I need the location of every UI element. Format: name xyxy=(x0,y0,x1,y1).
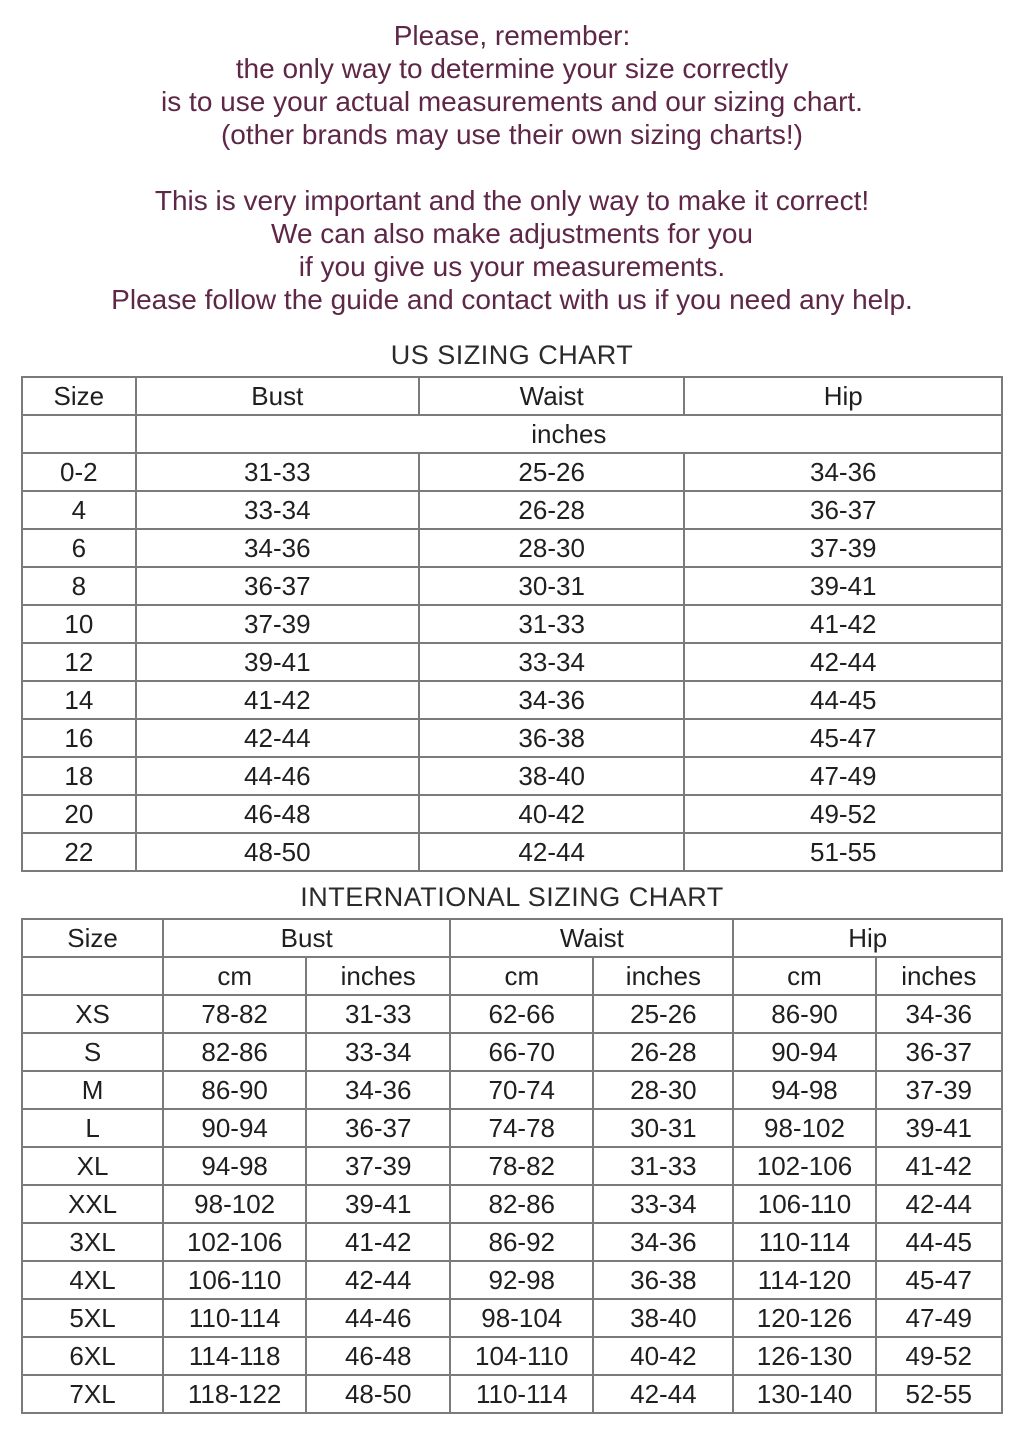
unit-cell-cm: cm xyxy=(450,957,593,995)
table-cell: 8 xyxy=(22,567,136,605)
table-row xyxy=(22,643,1002,681)
unit-row xyxy=(22,957,1002,995)
table-row xyxy=(22,833,1002,871)
table-cell: 86-90 xyxy=(163,1071,306,1109)
table-cell: 41-42 xyxy=(684,605,1002,643)
table-row xyxy=(22,1223,1002,1261)
table-row xyxy=(22,681,1002,719)
table-cell: 110-114 xyxy=(733,1223,875,1261)
table-cell: 25-26 xyxy=(593,995,733,1033)
table-cell: 39-41 xyxy=(876,1109,1002,1147)
table-cell: 3XL xyxy=(22,1223,163,1261)
table-cell: M xyxy=(22,1071,163,1109)
intro-line: Please, remember: xyxy=(393,20,631,51)
table-cell: 40-42 xyxy=(593,1337,733,1375)
table-cell: 104-110 xyxy=(450,1337,593,1375)
unit-cell-inches: inches xyxy=(876,957,1002,995)
table-cell: 36-38 xyxy=(419,719,685,757)
table-cell: 118-122 xyxy=(163,1375,306,1413)
table-cell: 46-48 xyxy=(306,1337,450,1375)
table-cell: 42-44 xyxy=(136,719,419,757)
table-cell: 82-86 xyxy=(163,1033,306,1071)
empty-cell xyxy=(22,957,163,995)
table-cell: 78-82 xyxy=(450,1147,593,1185)
table-cell: 120-126 xyxy=(733,1299,875,1337)
table-cell: 16 xyxy=(22,719,136,757)
table-cell: 126-130 xyxy=(733,1337,875,1375)
table-row xyxy=(22,453,1002,491)
table-cell: 31-33 xyxy=(136,453,419,491)
table-cell: 36-37 xyxy=(136,567,419,605)
table-cell: 38-40 xyxy=(593,1299,733,1337)
unit-cell: inches xyxy=(136,415,1002,453)
table-cell: 98-104 xyxy=(450,1299,593,1337)
table-cell: 106-110 xyxy=(163,1261,306,1299)
intro-line: if you give us your measurements. xyxy=(298,251,726,282)
table-cell: 42-44 xyxy=(684,643,1002,681)
table-cell: 98-102 xyxy=(733,1109,875,1147)
table-cell: 28-30 xyxy=(593,1071,733,1109)
table-cell: 36-37 xyxy=(306,1109,450,1147)
table-cell: 98-102 xyxy=(163,1185,306,1223)
unit-cell-inches: inches xyxy=(306,957,450,995)
table-header-row xyxy=(22,919,1002,957)
table-cell: 7XL xyxy=(22,1375,163,1413)
table-cell: 48-50 xyxy=(306,1375,450,1413)
table-cell: 47-49 xyxy=(876,1299,1002,1337)
table-cell: 130-140 xyxy=(733,1375,875,1413)
table-cell: 36-38 xyxy=(593,1261,733,1299)
table-cell: 14 xyxy=(22,681,136,719)
table-cell: 94-98 xyxy=(733,1071,875,1109)
table-cell: 102-106 xyxy=(733,1147,875,1185)
table-cell: 37-39 xyxy=(136,605,419,643)
table-cell: 5XL xyxy=(22,1299,163,1337)
table-row xyxy=(22,1261,1002,1299)
table-cell: XL xyxy=(22,1147,163,1185)
column-header-bust: Bust xyxy=(136,377,419,415)
table-cell: 10 xyxy=(22,605,136,643)
column-header-size: Size xyxy=(22,377,136,415)
table-row xyxy=(22,719,1002,757)
table-cell: 4 xyxy=(22,491,136,529)
table-cell: S xyxy=(22,1033,163,1071)
table-cell: 114-120 xyxy=(733,1261,875,1299)
table-cell: 62-66 xyxy=(450,995,593,1033)
table-cell: 22 xyxy=(22,833,136,871)
table-cell: 94-98 xyxy=(163,1147,306,1185)
table-cell: 44-45 xyxy=(876,1223,1002,1261)
table-cell: 33-34 xyxy=(136,491,419,529)
table-cell: 25-26 xyxy=(419,453,685,491)
table-row xyxy=(22,757,1002,795)
table-cell: 26-28 xyxy=(593,1033,733,1071)
intro-line: (other brands may use their own sizing charts!) xyxy=(220,119,804,150)
table-cell: 90-94 xyxy=(163,1109,306,1147)
table-row xyxy=(22,1375,1002,1413)
empty-cell xyxy=(22,415,136,453)
unit-cell-inches: inches xyxy=(593,957,733,995)
table-cell: 86-90 xyxy=(733,995,875,1033)
table-cell: 39-41 xyxy=(306,1185,450,1223)
intl-chart-title: INTERNATIONAL SIZING CHART xyxy=(300,882,724,912)
column-header-hip: Hip xyxy=(733,919,1002,957)
table-row xyxy=(22,1033,1002,1071)
column-header-hip: Hip xyxy=(684,377,1002,415)
table-cell: 0-2 xyxy=(22,453,136,491)
table-cell: 42-44 xyxy=(876,1185,1002,1223)
table-row xyxy=(22,1109,1002,1147)
unit-cell-cm: cm xyxy=(163,957,306,995)
unit-cell-cm: cm xyxy=(733,957,875,995)
table-cell: 39-41 xyxy=(684,567,1002,605)
table-cell: 46-48 xyxy=(136,795,419,833)
table-cell: 45-47 xyxy=(876,1261,1002,1299)
international-sizing-table xyxy=(21,918,1003,1414)
table-cell: 52-55 xyxy=(876,1375,1002,1413)
table-cell: 70-74 xyxy=(450,1071,593,1109)
table-cell: 30-31 xyxy=(593,1109,733,1147)
paragraph-spacer xyxy=(0,151,1024,184)
table-cell: 92-98 xyxy=(450,1261,593,1299)
table-cell: 41-42 xyxy=(306,1223,450,1261)
table-cell: 40-42 xyxy=(419,795,685,833)
table-cell: 36-37 xyxy=(876,1033,1002,1071)
table-cell: 36-37 xyxy=(684,491,1002,529)
table-cell: 49-52 xyxy=(876,1337,1002,1375)
table-row xyxy=(22,567,1002,605)
intro-line: is to use your actual measurements and our sizing chart. xyxy=(161,86,863,117)
table-cell: 110-114 xyxy=(163,1299,306,1337)
intro-line: We can also make adjustments for you xyxy=(271,218,753,249)
table-cell: 6XL xyxy=(22,1337,163,1375)
table-cell: 66-70 xyxy=(450,1033,593,1071)
table-row xyxy=(22,795,1002,833)
intro-line: This is very important and the only way to make it correct! xyxy=(154,185,870,216)
table-row xyxy=(22,529,1002,567)
table-row xyxy=(22,1071,1002,1109)
table-cell: 45-47 xyxy=(684,719,1002,757)
table-cell: 37-39 xyxy=(306,1147,450,1185)
column-header-waist: Waist xyxy=(419,377,685,415)
intro-line: Please follow the guide and contact with us if you need any help. xyxy=(111,284,913,315)
table-cell: 74-78 xyxy=(450,1109,593,1147)
table-cell: 31-33 xyxy=(593,1147,733,1185)
table-cell: 34-36 xyxy=(684,453,1002,491)
table-cell: 4XL xyxy=(22,1261,163,1299)
table-cell: 34-36 xyxy=(306,1071,450,1109)
table-cell: 44-46 xyxy=(306,1299,450,1337)
table-cell: 30-31 xyxy=(419,567,685,605)
table-cell: 39-41 xyxy=(136,643,419,681)
table-row xyxy=(22,491,1002,529)
table-cell: 49-52 xyxy=(684,795,1002,833)
table-cell: 44-46 xyxy=(136,757,419,795)
table-cell: 33-34 xyxy=(419,643,685,681)
table-cell: 26-28 xyxy=(419,491,685,529)
table-cell: 12 xyxy=(22,643,136,681)
table-cell: 34-36 xyxy=(593,1223,733,1261)
intro-text-block xyxy=(0,0,1024,316)
table-cell: 37-39 xyxy=(876,1071,1002,1109)
table-cell: XS xyxy=(22,995,163,1033)
intro-line: the only way to determine your size correctly xyxy=(235,53,789,84)
column-header-bust: Bust xyxy=(163,919,450,957)
table-row xyxy=(22,995,1002,1033)
column-header-waist: Waist xyxy=(450,919,733,957)
table-cell: 42-44 xyxy=(306,1261,450,1299)
us-chart-title: US SIZING CHART xyxy=(390,340,634,370)
table-cell: 33-34 xyxy=(306,1033,450,1071)
table-cell: 31-33 xyxy=(419,605,685,643)
column-header-size: Size xyxy=(22,919,163,957)
table-cell: 47-49 xyxy=(684,757,1002,795)
table-cell: 44-45 xyxy=(684,681,1002,719)
table-row xyxy=(22,1299,1002,1337)
table-cell: 42-44 xyxy=(593,1375,733,1413)
table-cell: 33-34 xyxy=(593,1185,733,1223)
table-row xyxy=(22,1147,1002,1185)
table-cell: 82-86 xyxy=(450,1185,593,1223)
table-cell: 102-106 xyxy=(163,1223,306,1261)
table-cell: 41-42 xyxy=(136,681,419,719)
table-cell: 51-55 xyxy=(684,833,1002,871)
table-cell: 90-94 xyxy=(733,1033,875,1071)
table-cell: 41-42 xyxy=(876,1147,1002,1185)
unit-row xyxy=(22,415,1002,453)
table-cell: 31-33 xyxy=(306,995,450,1033)
table-cell: XXL xyxy=(22,1185,163,1223)
table-cell: 48-50 xyxy=(136,833,419,871)
table-cell: 20 xyxy=(22,795,136,833)
table-cell: 38-40 xyxy=(419,757,685,795)
table-cell: 37-39 xyxy=(684,529,1002,567)
table-row xyxy=(22,1185,1002,1223)
table-row xyxy=(22,1337,1002,1375)
table-cell: 18 xyxy=(22,757,136,795)
table-cell: 34-36 xyxy=(876,995,1002,1033)
table-cell: 106-110 xyxy=(733,1185,875,1223)
table-cell: 114-118 xyxy=(163,1337,306,1375)
table-row xyxy=(22,605,1002,643)
table-cell: 28-30 xyxy=(419,529,685,567)
table-cell: 6 xyxy=(22,529,136,567)
table-cell: 34-36 xyxy=(136,529,419,567)
table-header-row xyxy=(22,377,1002,415)
table-cell: 110-114 xyxy=(450,1375,593,1413)
table-cell: L xyxy=(22,1109,163,1147)
table-cell: 78-82 xyxy=(163,995,306,1033)
table-cell: 34-36 xyxy=(419,681,685,719)
table-cell: 86-92 xyxy=(450,1223,593,1261)
us-sizing-table xyxy=(21,376,1003,872)
table-cell: 42-44 xyxy=(419,833,685,871)
